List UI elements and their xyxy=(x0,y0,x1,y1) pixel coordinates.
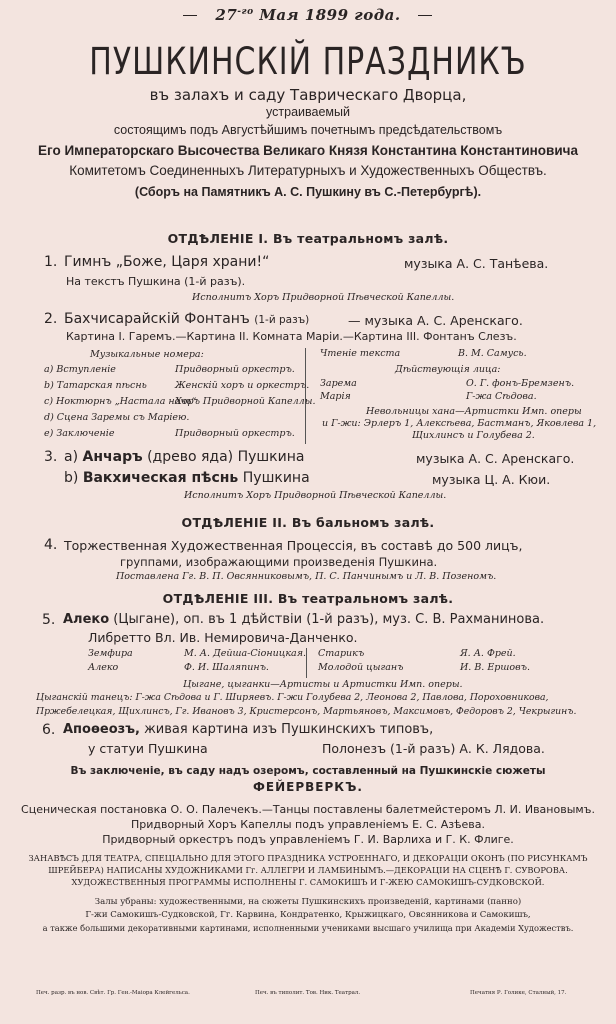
credits-2: Придворный Хоръ Капеллы подъ управленіемъ Е. С. Азѣева. xyxy=(131,818,485,831)
item-4-line-1: Торжественная Художественная Процессія, въ составѣ до 500 лицъ, xyxy=(64,538,523,553)
organizer-line-1: устраиваемый xyxy=(266,105,350,119)
music-number-label: d) Сцена Заремы съ Маріею. xyxy=(44,412,190,423)
item-3a-line: а) Анчаръ (древо яда) Пушкина xyxy=(64,449,305,465)
item-2-reading-value: В. М. Самусь. xyxy=(458,348,527,359)
decor-1: ЗАНАВѢСЪ ДЛЯ ТЕАТРА, СПЕЦІАЛЬНО ДЛЯ ЭТОГО ПРАЗДНИКА УСТРОЕННАГО, И ДЕКОРАЦІИ ОКОНЪ (ПО РИСУНКАМЪ xyxy=(28,853,588,863)
music-number-label: а) Вступленіе xyxy=(44,364,116,375)
music-number-label: b) Татарская пѣснь xyxy=(44,380,147,391)
item-5-dance-1: Цыганскій танецъ: Г-жа Сѣдова и Г. Ширяевъ. Г-жи Голубева 2, Леонова 2, Павлова, Пороховникова, xyxy=(36,692,549,703)
page-title: ПУШКИНСКІЙ ПРАЗДНИКЪ xyxy=(89,40,527,84)
item-5-gypsies: Цыгане, цыганки—Артисты и Артистки Имп. оперы. xyxy=(183,679,463,690)
committee-line: Комитетомъ Соединенныхъ Литературныхъ и Художественныхъ Обществъ. xyxy=(69,163,547,178)
item-5-column-divider xyxy=(306,648,307,678)
item-2-composer: — музыка А. С. Аренскаго. xyxy=(348,313,523,328)
item-2-left-heading: Музыкальные номера: xyxy=(90,349,204,360)
item-2-cast-heading: Дѣйствующія лица: xyxy=(395,364,501,375)
cast-row-label: Зарема xyxy=(320,378,357,389)
item-2-reading-label: Чтеніе текста xyxy=(320,348,401,359)
event-date: $27^{-го}$ Мая 1899 года. xyxy=(215,6,401,24)
fund-line: (Сборъ на Памятникъ А. С. Пушкину въ С.-Петербургѣ). xyxy=(134,185,482,199)
item-3b-composer: музыка Ц. А. Кюи. xyxy=(432,472,551,487)
item-3a-composer: музыка А. С. Аренскаго. xyxy=(416,451,575,466)
section-3-heading: ОТДѢЛЕНІЕ III. Въ театральномъ залѣ. xyxy=(162,591,454,606)
music-number-value: Женскій хоръ и оркестръ. xyxy=(175,380,310,391)
footer-printer: Печ. въ типолит. Тов. Ник. Театрал. xyxy=(255,990,361,996)
item-5-libretto: Либретто Вл. Ив. Немировича-Данченко. xyxy=(88,630,358,645)
credits-3: Придворный оркестръ подъ управленіемъ Г. И. Варлиха и Г. К. Флиге. xyxy=(102,833,514,846)
item-2-title-line: Бахчисарайскій Фонтанъ (1-й разъ) xyxy=(64,311,310,327)
section-1-heading: ОТДѢЛЕНІЕ I. Въ театральномъ залѣ. xyxy=(167,231,449,246)
music-number-label: е) Заключеніе xyxy=(44,428,115,439)
item-2-harem-3: Щихлинсъ и Голубева 2. xyxy=(412,430,535,441)
decor-3: ХУДОЖЕСТВЕННЫЯ ПРОГРАММЫ ИСПОЛНЕНЫ Г. САМОКИШЪ И Г-ЖЕЮ САМОКИШЪ-СУДКОВСКОЙ. xyxy=(71,877,545,887)
item-2-number: 2. xyxy=(44,311,58,327)
item-1-number: 1. xyxy=(44,254,58,270)
item-1-performer: Исполнитъ Хоръ Придворной Пѣвческой Капеллы. xyxy=(192,292,455,303)
music-number-value: Хоръ Придворной Капеллы. xyxy=(175,396,316,407)
music-number-value: Придворный оркестръ. xyxy=(175,428,295,439)
aleko-cast-value: Я. А. Фрей. xyxy=(460,648,516,659)
item-4-staged: Поставлена Гг. В. П. Овсянниковымъ, П. С. Панчинымъ и Л. В. Позеномъ. xyxy=(116,571,497,582)
music-number-value: Придворный оркестръ. xyxy=(175,364,295,375)
item-4-line-2: группами, изображающими произведенія Пушкина. xyxy=(120,555,438,569)
cast-row-value: О. Г. фонъ-Бремзенъ. xyxy=(466,378,575,389)
item-6-statue: у статуи Пушкина xyxy=(88,741,208,756)
item-5-number: 5. xyxy=(42,612,56,628)
patron-line: Его Императорскаго Высочества Великаго Князя Константина Константиновича xyxy=(38,143,578,158)
item-1-title: Гимнъ „Боже, Царя храни!“ xyxy=(64,254,270,270)
venue-line: въ залахъ и саду Таврическаго Дворца, xyxy=(149,86,467,104)
item-3b-line: b) Вакхическая пѣснь Пушкина xyxy=(64,470,310,486)
item-6-number: 6. xyxy=(42,722,56,738)
item-1-note: На текстъ Пушкина (1-й разъ). xyxy=(66,275,246,288)
item-2-scenes: Картина I. Гаремъ.—Картина II. Комната Маріи.—Картина III. Фонтанъ Слезъ. xyxy=(66,330,517,343)
item-6-polonaise: Полонезъ (1-й разъ) А. К. Лядова. xyxy=(322,741,545,756)
aleko-cast-value: Ф. И. Шаляпинъ. xyxy=(184,662,269,673)
section-2-heading: ОТДѢЛЕНІЕ II. Въ бальномъ залѣ. xyxy=(181,515,435,530)
item-1-composer: музыка А. С. Танѣева. xyxy=(404,256,549,271)
aleko-cast-label: Молодой цыганъ xyxy=(318,662,404,673)
item-6-line-1: Апоѳеозъ, живая картина изъ Пушкинскихъ типовъ, xyxy=(63,722,434,737)
fireworks: ФЕЙЕРВЕРКЪ. xyxy=(253,780,363,794)
item-3-performer: Исполнитъ Хоръ Придворной Пѣвческой Капеллы. xyxy=(184,490,447,501)
aleko-cast-value: М. А. Дейша-Сіоницкая. xyxy=(184,648,307,659)
aleko-cast-value: И. В. Ершовъ. xyxy=(460,662,530,673)
item-5-line-1: Алеко (Цыгане), оп. въ 1 дѣйствіи (1-й разъ), муз. С. В. Рахманинова. xyxy=(63,612,545,627)
finale-line: Въ заключеніе, въ саду надъ озеромъ, составленный на Пушкинскіе сюжеты xyxy=(70,765,546,777)
item-4-number: 4. xyxy=(44,537,58,553)
footer-press: Печатня Р. Голике, Сталный, 17. xyxy=(470,990,567,996)
aleko-cast-label: Земфира xyxy=(88,648,133,659)
halls-3: а также большими декоративными картинами, исполненными учениками высшаго училища при Академіи Художествъ. xyxy=(42,923,574,933)
item-3-number: 3. xyxy=(44,449,58,465)
item-2-harem-2: и Г-жи: Эрлеръ 1, Алексѣева, Бастманъ, Яковлева 1, xyxy=(322,418,597,429)
aleko-cast-label: Алеко xyxy=(88,662,119,673)
decor-2: ШРЕЙБЕРА) НАПИСАНЫ ХУДОЖНИКАМИ Гг. АЛЛЕГРИ И ЛАМБИНЫМЪ.—ДЕКОРАЦІИ НА СЦЕНѢ Г. СУВОРОВА. xyxy=(48,865,568,875)
halls-2: Г-жи Самокишъ-Судковской, Гг. Карвина, Кондратенко, Крыжицкаго, Овсянникова и Самокишъ, xyxy=(85,910,531,920)
cast-row-value: Г-жа Сѣдова. xyxy=(466,391,537,402)
item-5-dance-2: Пржебелецкая, Щихлинсъ, Гг. Ивановъ 3, Кристерсонъ, Мартьяновъ, Максимовъ, Федоровъ 2, Чекрыгинъ. xyxy=(36,706,577,717)
music-number-label: c) Ноктюрнъ „Настала ночь“ xyxy=(44,396,197,407)
cast-row-label: Марія xyxy=(320,391,351,402)
halls-1: Залы убраны: художественными, на сюжеты Пушкинскихъ произведеній, картинами (панно) xyxy=(94,897,522,907)
organizer-line-2: состоящимъ подъ Августѣйшимъ почетнымъ предсѣдательствомъ xyxy=(113,123,503,137)
credits-1: Сценическая постановка О. О. Палечекъ.—Танцы поставлены балетмейстеромъ Л. И. Ивановымъ. xyxy=(21,803,595,816)
item-2-harem-1: Невольницы хана—Артистки Имп. оперы xyxy=(366,406,582,417)
aleko-cast-label: Старикъ xyxy=(318,648,365,659)
footer-censor: Печ. разр. въ нов. Свѣт. Гр. Ген.-Маіора Клейгельса. xyxy=(36,990,190,996)
